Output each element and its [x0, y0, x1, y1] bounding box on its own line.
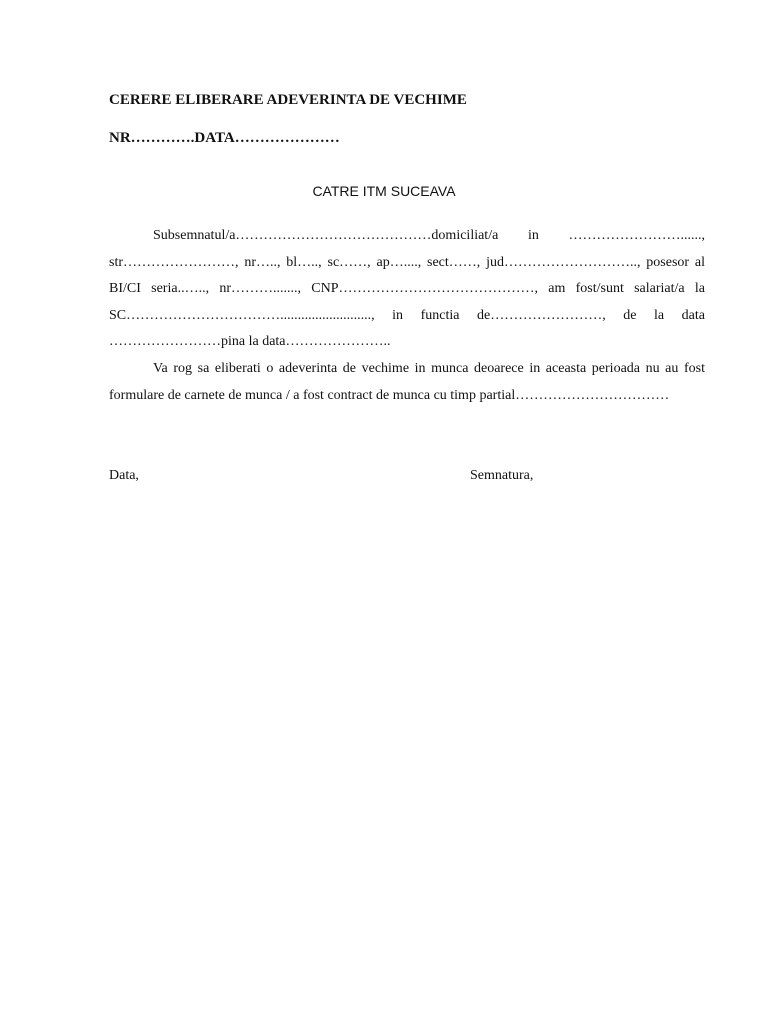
- paragraph-text: Va rog sa eliberati o adeverinta de vechime in munca deoarece in aceasta perioada nu au fost formulare de carnete de munca / a fost contract de munca cu timp partial……………………………: [109, 361, 705, 403]
- request-paragraph-reason: [109, 356, 705, 409]
- signature-label: Semnatura,: [470, 468, 534, 483]
- date-label: Data,: [109, 468, 139, 483]
- recipient-line: CATRE ITM SUCEAVA: [312, 183, 456, 199]
- document-title: CERERE ELIBERARE ADEVERINTA DE VECHIME: [109, 92, 467, 108]
- request-paragraph-personal-details: [109, 223, 705, 356]
- paragraph-text: Subsemnatul/a……………………………………domiciliat/a in ……………………......, str……………………, nr….., bl….., sc……, ap…...., sect……, jud……………………….., posesor al BI/CI seria..….., nr………......., CNP……………………………………, am fost/sunt salariat/a la SC…………………………….........................., in functia de……………………, de la data ……………………pina la data…………………..: [109, 228, 705, 349]
- number-date-line: NR………….DATA…………………: [109, 130, 340, 146]
